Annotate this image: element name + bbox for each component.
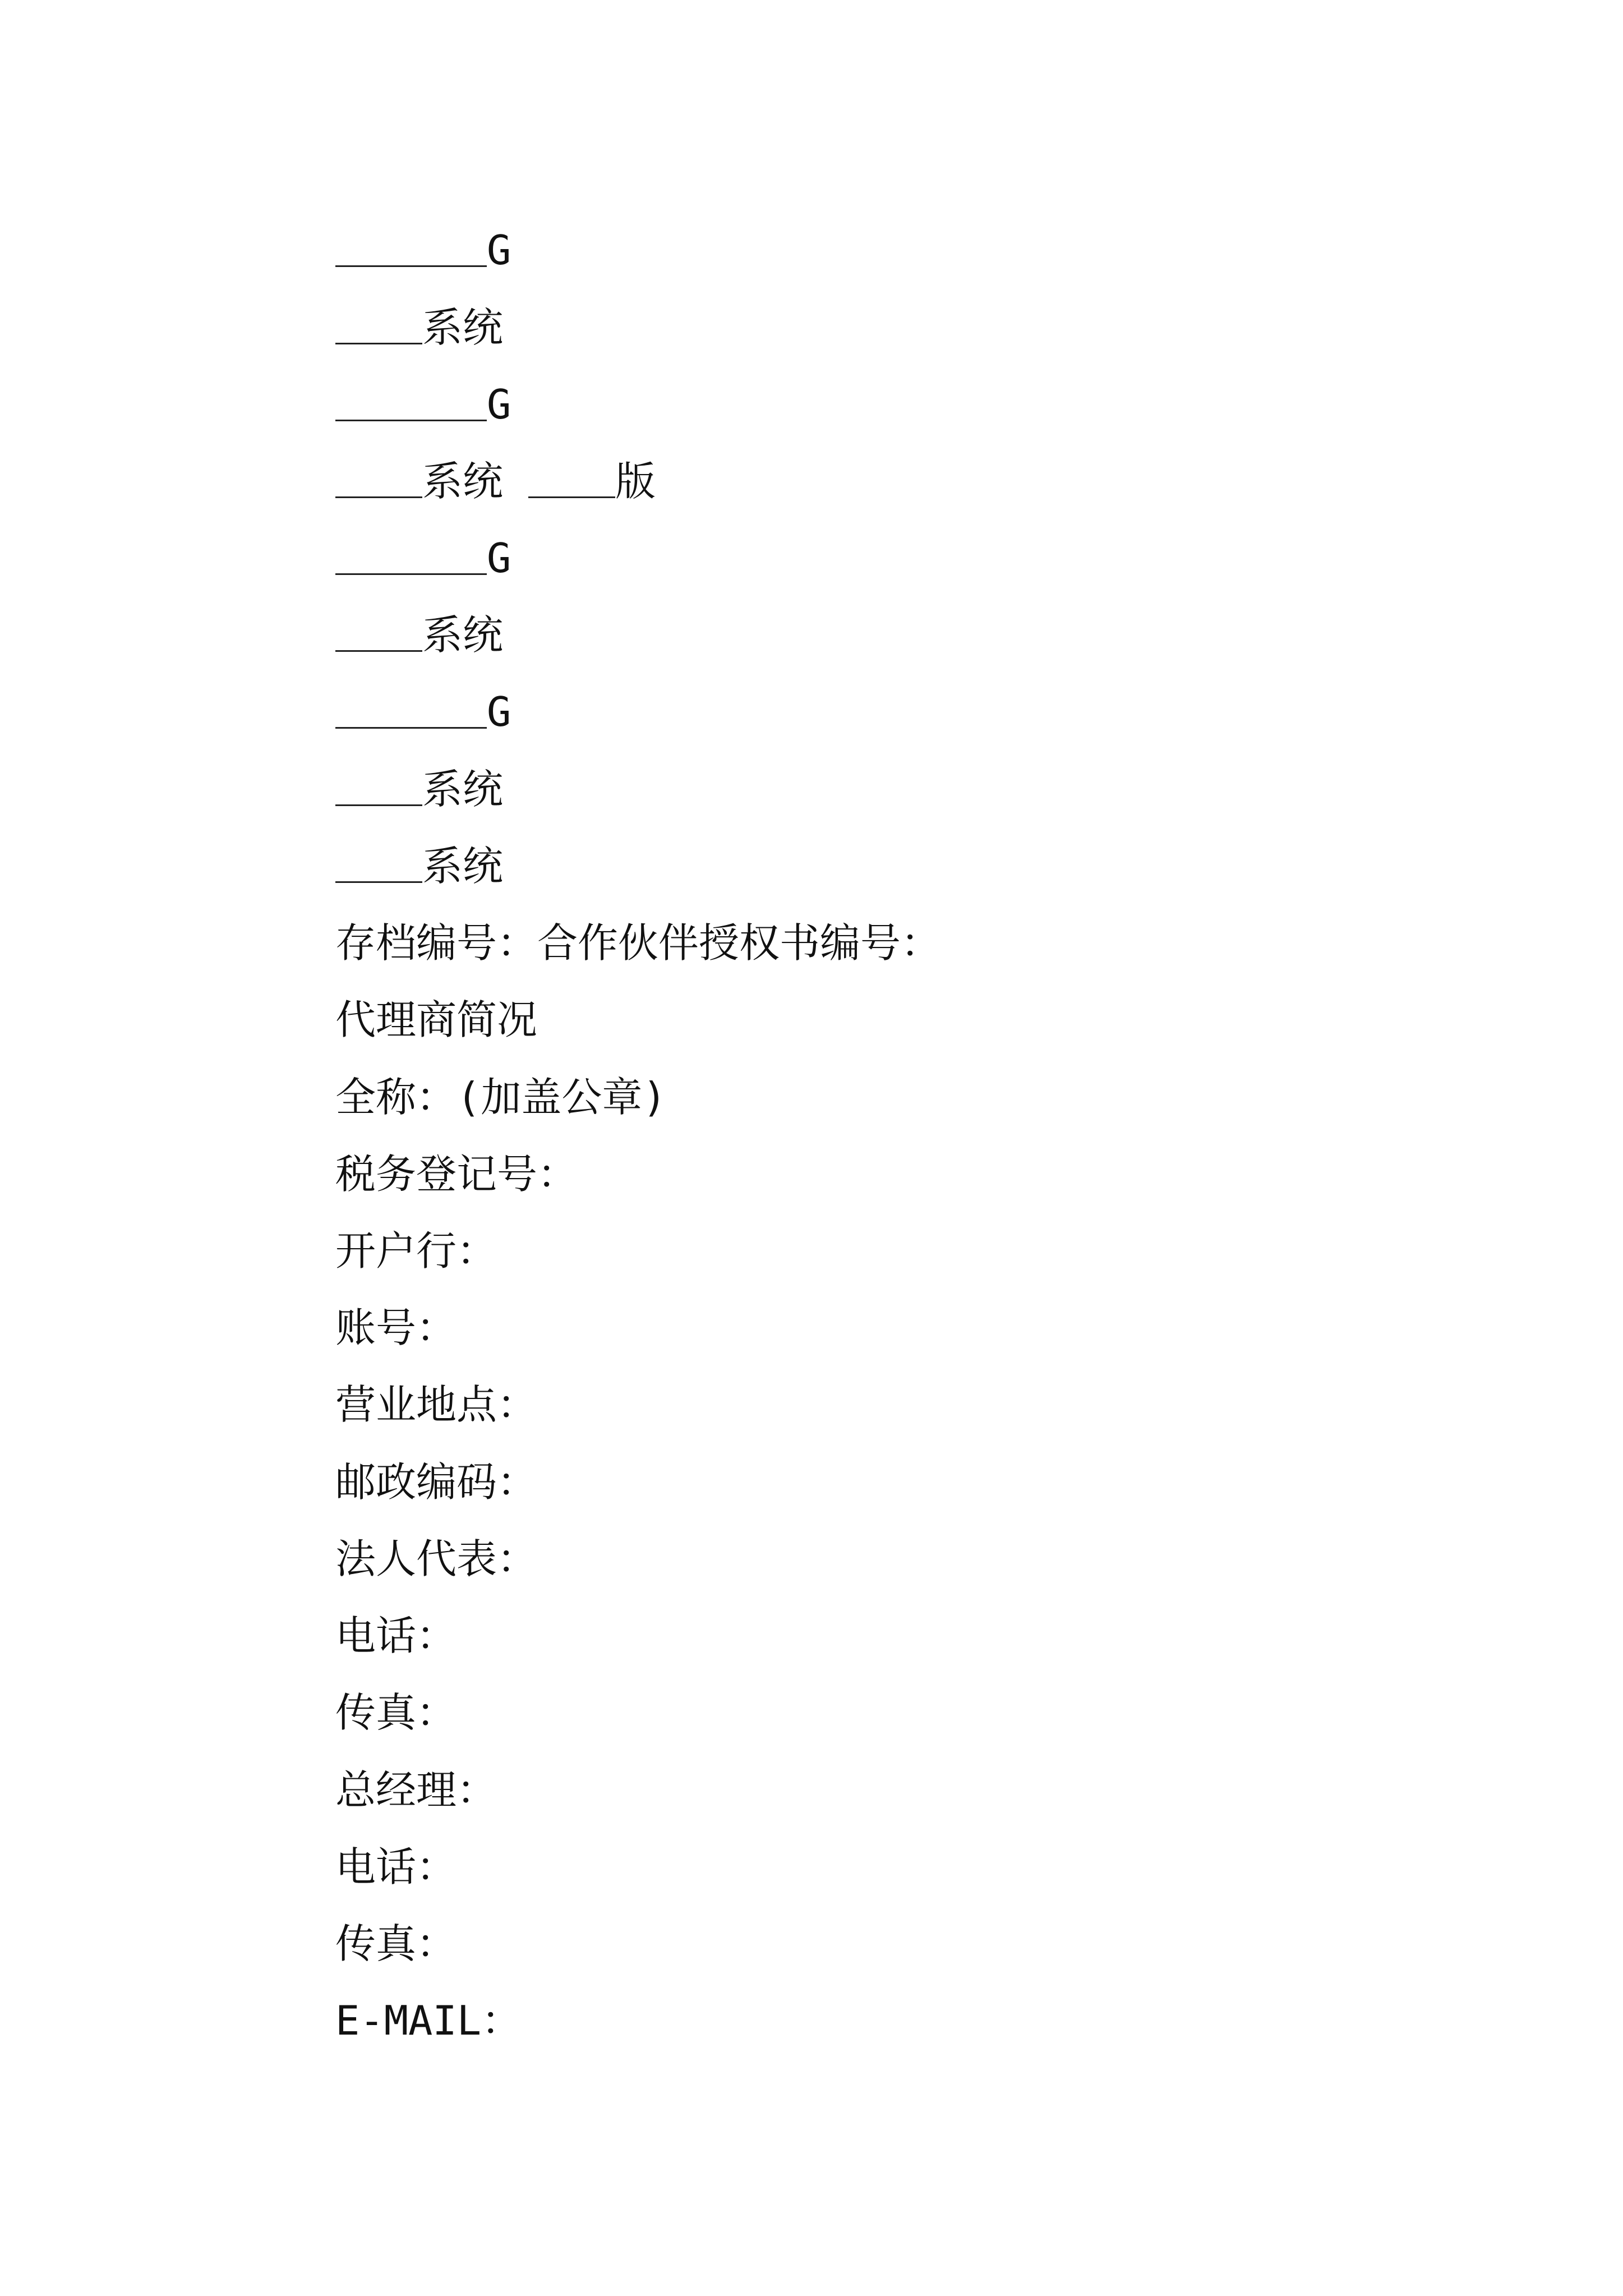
section-title: [335, 978, 538, 1043]
capacity-blank-line: [335, 209, 511, 274]
system-label: 系统: [422, 458, 504, 505]
system-blank-line: [335, 825, 504, 890]
system-blank-line: [335, 286, 504, 351]
general-manager-label: 总经理：: [335, 1766, 497, 1814]
general-manager-line: [335, 1749, 497, 1814]
fill-in-blank[interactable]: [528, 495, 615, 498]
fax-label: 传真：: [335, 1689, 457, 1736]
full-name-label: 全称：(加盖公章): [335, 1074, 667, 1121]
bank-label: 开户行：: [335, 1227, 497, 1274]
unit-label: G: [487, 227, 511, 274]
fill-in-blank[interactable]: [335, 495, 422, 498]
system-blank-line: [335, 593, 504, 659]
fill-in-blank[interactable]: [335, 649, 422, 652]
capacity-blank-line: [335, 517, 511, 582]
bank-line: [335, 1209, 497, 1274]
legal-phone-line: [335, 1594, 457, 1659]
fill-in-blank[interactable]: [335, 803, 422, 806]
unit-label: G: [487, 688, 511, 735]
account-line: [335, 1286, 457, 1351]
account-label: 账号：: [335, 1304, 457, 1351]
fill-in-blank[interactable]: [335, 342, 422, 344]
archive-number-line: [335, 901, 942, 967]
fill-in-blank[interactable]: [335, 726, 487, 729]
phone-label: 电话：: [335, 1843, 457, 1890]
fill-in-blank[interactable]: [335, 264, 487, 267]
archive-number-label: 存档编号：合作伙伴授权书编号：: [335, 919, 942, 967]
system-label: 系统: [422, 766, 504, 813]
fill-in-blank[interactable]: [335, 880, 422, 883]
system-label: 系统: [422, 304, 504, 351]
unit-label: G: [487, 381, 511, 428]
capacity-blank-line: [335, 363, 511, 428]
legal-fax-line: [335, 1671, 457, 1736]
system-version-blank-line: [335, 440, 656, 505]
agent-overview-heading: 代理商简况: [335, 996, 538, 1043]
fill-in-blank[interactable]: [335, 572, 487, 575]
postal-code-line: [335, 1441, 538, 1506]
tax-registration-label: 税务登记号：: [335, 1151, 578, 1198]
version-label: 版: [615, 458, 656, 505]
system-blank-line: [335, 748, 504, 813]
business-address-line: [335, 1363, 538, 1428]
unit-label: G: [487, 535, 511, 582]
tax-registration-line: [335, 1133, 578, 1198]
gm-phone-line: [335, 1825, 457, 1890]
legal-representative-line: [335, 1517, 538, 1582]
fax-label: 传真：: [335, 1920, 457, 1967]
gm-fax-line: [335, 1902, 457, 1967]
fill-in-blank[interactable]: [335, 418, 487, 421]
business-address-label: 营业地点：: [335, 1381, 538, 1428]
system-label: 系统: [422, 611, 504, 659]
postal-code-label: 邮政编码：: [335, 1458, 538, 1506]
capacity-blank-line: [335, 670, 511, 735]
legal-representative-label: 法人代表：: [335, 1535, 538, 1582]
full-name-line: [335, 1056, 667, 1121]
system-label: 系统: [422, 843, 504, 890]
email-line: [335, 1979, 522, 2044]
phone-label: 电话：: [335, 1612, 457, 1659]
email-label: E-MAIL：: [335, 1997, 522, 2044]
